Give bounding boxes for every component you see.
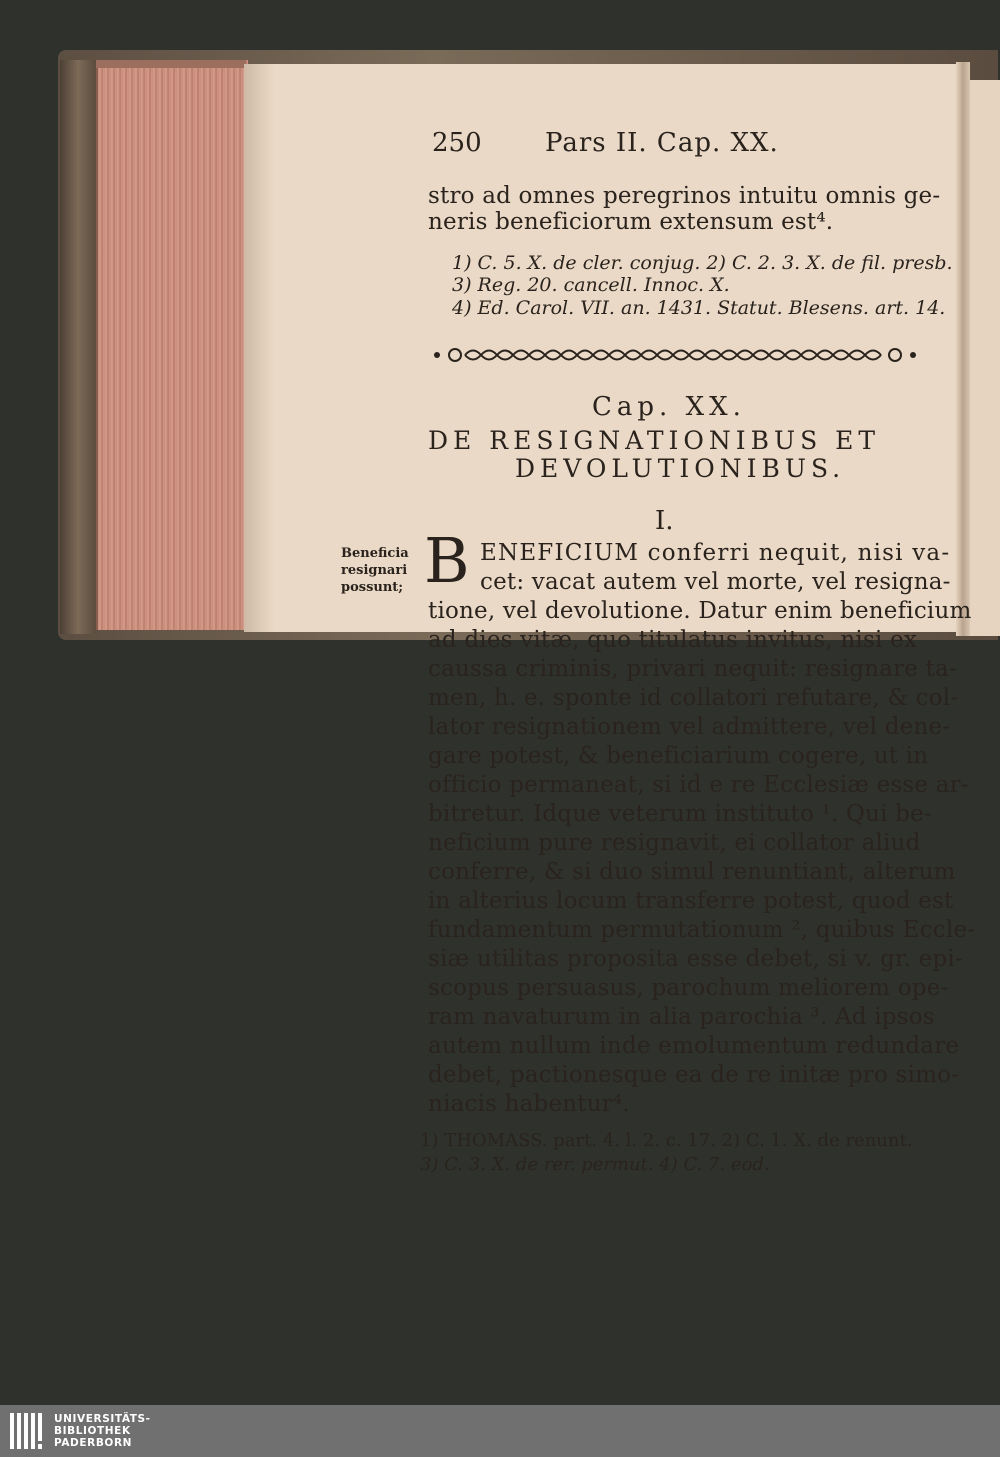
body-line: men, h. e. sponte id collatori refutare, & col- [428, 685, 959, 711]
footnote: 3) Reg. 20. cancell. Innoc. X. [452, 274, 730, 296]
margin-note-line: possunt; [341, 580, 404, 595]
library-logo-icon [10, 1409, 50, 1453]
footnote: 1) C. 5. X. de cler. conjug. 2) C. 2. 3. X. de fil. presb. [452, 252, 953, 274]
text-line: neris beneficiorum extensum est⁴. [428, 209, 834, 235]
body-line: neficium pure resignavit, ei collator aliud [428, 830, 921, 856]
body-line: caussa criminis, privari nequit: resignare ta- [428, 656, 957, 682]
library-name-line3: PADERBORN [54, 1437, 133, 1449]
body-line: in alterius locum transferre potest, quod est [428, 888, 954, 914]
body-line: ENEFICIUM conferri nequit, nisi va- [480, 540, 951, 566]
body-line: conferre, & si duo simul renuntiant, alterum [428, 859, 956, 885]
margin-note-line: resignari [341, 563, 408, 578]
drop-cap: B [424, 524, 470, 597]
body-line: scopus persuasus, parochum meliorem ope- [428, 975, 949, 1001]
library-name-line2: BIBLIOTHEK [54, 1425, 131, 1437]
body-line: gare potest, & beneficiarium cogere, ut in [428, 743, 929, 769]
running-title: Pars II. Cap. XX. [545, 128, 779, 158]
chapter-label: Cap. XX. [592, 392, 746, 422]
body-line: siæ utilitas proposita esse debet, si v. gr. epi- [428, 946, 963, 972]
footnote: 1) THOMASS. part. 4. l. 2. c. 17. 2) C. 1. X. de renunt. [420, 1130, 913, 1151]
text-line: stro ad omnes peregrinos intuitu omnis ge- [428, 183, 941, 209]
ornament-rule-icon [425, 344, 920, 366]
body-line: debet, pactionesque ea de re initæ pro simo- [428, 1062, 960, 1088]
chapter-title-line1: DE RESIGNATIONIBUS ET [428, 426, 881, 455]
body-line: ad dies vitæ, quo titulatus invitus, nisi ex [428, 627, 917, 653]
body-line: bitretur. Idque veterum instituto ¹. Qui be- [428, 801, 932, 827]
body-line: cet: vacat autem vel morte, vel resigna- [480, 569, 951, 595]
body-line: autem nullum inde emolumentum redundare [428, 1033, 960, 1059]
page-number: 250 [432, 128, 482, 158]
footnote: 4) Ed. Carol. VII. an. 1431. Statut. Blesens. art. 14. [452, 297, 946, 319]
body-line: lator resignationem vel admittere, vel dene- [428, 714, 951, 740]
section-number: I. [655, 506, 674, 536]
body-line: officio permaneat, si id e re Ecclesiæ esse ar- [428, 772, 969, 798]
body-line: ram navaturum in alia parochia ³. Ad ipsos [428, 1004, 935, 1030]
body-line: fundamentum permutationum ², quibus Eccle- [428, 917, 976, 943]
footnote: 3) C. 3. X. de rer. permut. 4) C. 7. eod. [420, 1154, 770, 1175]
library-name-line1: UNIVERSITÄTS- [54, 1413, 151, 1425]
body-line: tione, vel devolutione. Datur enim beneficium [428, 598, 972, 624]
chapter-title-line2: DEVOLUTIONIBUS. [515, 454, 846, 483]
margin-note-line: Beneficia [341, 546, 409, 561]
body-line: niacis habentur⁴. [428, 1091, 630, 1117]
